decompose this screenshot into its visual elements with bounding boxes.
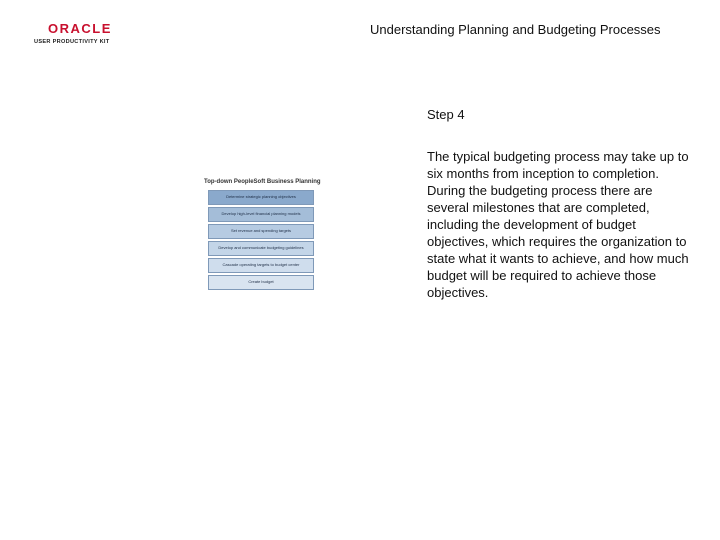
page-title: Understanding Planning and Budgeting Processes [370,22,661,37]
diagram-box: Cascade operating targets to budget center [208,258,314,273]
diagram-box: Create budget [208,275,314,290]
diagram-box: Determine strategic planning objectives [208,190,314,205]
step-description: The typical budgeting process may take up to six months from inception to completion. During the budgeting process there are several milestones that are completed, including the development of budget objectives, which requires the organization to state what it wants to achieve, and how much budget will be required to achieve those objectives. [427,149,689,300]
diagram-box: Set revenue and spending targets [208,224,314,239]
diagram-box: Develop and communicate budgeting guidelines [208,241,314,256]
logo-product: USER PRODUCTIVITY KIT [34,39,110,45]
logo-brand: ORACLE [48,21,112,36]
diagram-title: Top-down PeopleSoft Business Planning [204,179,321,185]
oracle-upk-logo [34,22,126,45]
planning-diagram [204,179,321,292]
diagram-box: Develop high-level financial planning models [208,207,314,222]
step-label: Step 4 [427,107,465,122]
